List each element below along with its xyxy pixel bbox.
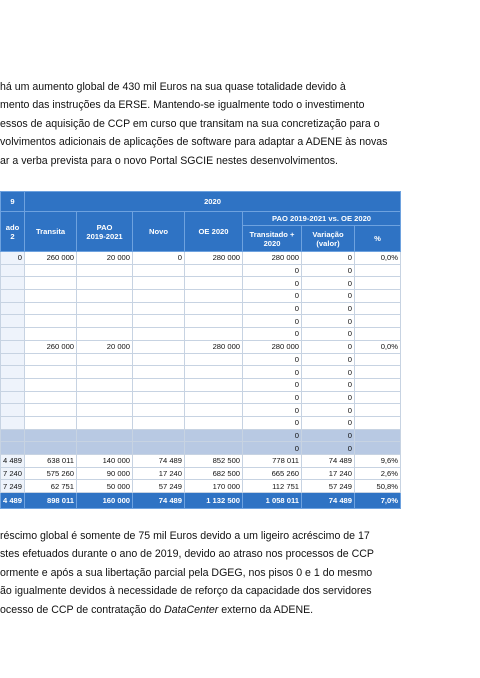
table-cell xyxy=(25,277,77,290)
table-cell xyxy=(1,404,25,417)
table-cell xyxy=(355,328,401,341)
paragraph-line: ão igualmente devidos à necessidade de reforço da capacidade dos servidores xyxy=(0,585,372,598)
header-group-2019: 9 xyxy=(1,192,25,212)
table-cell: 50 000 xyxy=(77,480,133,493)
col-header-transita: Transita xyxy=(25,212,77,252)
table-cell: 1 132 500 xyxy=(185,493,243,509)
table-cell: 0 xyxy=(243,302,302,315)
table-row xyxy=(1,416,401,429)
col-header-novo: Novo xyxy=(133,212,185,252)
table-cell xyxy=(1,328,25,341)
table-cell xyxy=(185,366,243,379)
table-cell: 0 xyxy=(243,366,302,379)
table-cell xyxy=(77,302,133,315)
table-row xyxy=(1,378,401,391)
table-cell: 20 000 xyxy=(77,340,133,353)
table-cell: 280 000 xyxy=(243,252,302,265)
table-cell xyxy=(133,328,185,341)
table-cell: 260 000 xyxy=(25,340,77,353)
table-cell: 638 011 xyxy=(25,455,77,468)
table-cell xyxy=(25,302,77,315)
table-cell: 0 xyxy=(302,404,355,417)
table-cell xyxy=(185,315,243,328)
col-header-variacao: Variação (valor) xyxy=(302,226,355,252)
table-row xyxy=(1,455,401,468)
table-cell xyxy=(185,429,243,442)
table-cell: 0 xyxy=(302,302,355,315)
table-cell xyxy=(77,442,133,455)
table-cell xyxy=(1,277,25,290)
table-cell xyxy=(133,353,185,366)
table-row xyxy=(1,277,401,290)
table-cell xyxy=(185,328,243,341)
table-cell: 0 xyxy=(243,353,302,366)
table-cell xyxy=(1,353,25,366)
total-row xyxy=(1,493,401,509)
paragraph-line: ocesso de CCP de contratação do DataCenter externo da ADENE. xyxy=(0,603,314,616)
table-cell: 0,0% xyxy=(355,340,401,353)
table-cell xyxy=(1,264,25,277)
table-cell: 90 000 xyxy=(77,467,133,480)
table-cell: 74 489 xyxy=(302,455,355,468)
table-cell xyxy=(77,290,133,303)
table-cell xyxy=(25,442,77,455)
section-row xyxy=(1,442,401,455)
table-cell xyxy=(355,404,401,417)
table-cell: 0 xyxy=(302,315,355,328)
table-cell: 0 xyxy=(243,277,302,290)
table-row xyxy=(1,302,401,315)
table-cell xyxy=(77,328,133,341)
table-row xyxy=(1,315,401,328)
table-cell xyxy=(25,290,77,303)
table-cell xyxy=(355,378,401,391)
col-header-executado: ado 2 xyxy=(1,212,25,252)
table-cell: 0 xyxy=(243,442,302,455)
table-cell xyxy=(77,315,133,328)
paragraph-line: há um aumento global de 430 mil Euros na sua quase totalidade devido à xyxy=(0,81,346,93)
paragraph-line: ar a verba prevista para o novo Portal SGCIE nestes desenvolvimentos. xyxy=(0,154,338,167)
table-cell: 0 xyxy=(243,315,302,328)
paragraph-bottom xyxy=(0,527,480,619)
table-cell xyxy=(77,416,133,429)
table-cell xyxy=(133,416,185,429)
table-row xyxy=(1,252,401,265)
col-header-transitado: Transitado + 2020 xyxy=(243,226,302,252)
table-cell: 0 xyxy=(133,252,185,265)
table-cell: 4 489 xyxy=(1,455,25,468)
table-cell: 1 058 011 xyxy=(243,493,302,509)
table-cell xyxy=(185,264,243,277)
table-cell: 682 500 xyxy=(185,467,243,480)
table-cell xyxy=(25,315,77,328)
table-cell xyxy=(77,391,133,404)
table-cell xyxy=(77,404,133,417)
budget-table xyxy=(0,191,401,509)
table-cell: 17 240 xyxy=(133,467,185,480)
table-cell xyxy=(77,277,133,290)
table-cell xyxy=(355,302,401,315)
table-cell: 0 xyxy=(302,328,355,341)
table-cell: 0 xyxy=(243,416,302,429)
table-cell: 0 xyxy=(302,353,355,366)
table-cell: 160 000 xyxy=(77,493,133,509)
col-header-pct: % xyxy=(355,226,401,252)
table-cell: 575 260 xyxy=(25,467,77,480)
table-cell xyxy=(1,378,25,391)
table-cell: 170 000 xyxy=(185,480,243,493)
table-cell: 0 xyxy=(1,252,25,265)
table-cell: 0 xyxy=(243,391,302,404)
table-cell: 0 xyxy=(243,429,302,442)
table-cell xyxy=(133,404,185,417)
table-row xyxy=(1,404,401,417)
table-cell: 0 xyxy=(243,404,302,417)
table-cell xyxy=(355,353,401,366)
table-cell xyxy=(1,302,25,315)
table-cell: 778 011 xyxy=(243,455,302,468)
table-cell xyxy=(133,391,185,404)
table-cell xyxy=(185,404,243,417)
table-cell: 0 xyxy=(302,391,355,404)
table-cell xyxy=(1,416,25,429)
table-cell: 62 751 xyxy=(25,480,77,493)
paragraph-line: volvimentos adicionais de aplicações de software para adaptar a ADENE às novas xyxy=(0,136,388,149)
table-cell xyxy=(25,429,77,442)
table-cell xyxy=(77,353,133,366)
table-cell: 852 500 xyxy=(185,455,243,468)
table-cell xyxy=(185,277,243,290)
table-cell: 50,8% xyxy=(355,480,401,493)
table-cell xyxy=(185,391,243,404)
table-cell: 7 249 xyxy=(1,480,25,493)
table-cell xyxy=(133,442,185,455)
table-cell xyxy=(25,264,77,277)
table-cell: 0 xyxy=(243,378,302,391)
header-pao-vs-oe: PAO 2019-2021 vs. OE 2020 xyxy=(243,212,401,226)
table-cell xyxy=(25,404,77,417)
table-cell xyxy=(133,277,185,290)
table-cell: 0 xyxy=(302,264,355,277)
table-cell xyxy=(25,378,77,391)
table-cell xyxy=(77,378,133,391)
table-cell: 74 489 xyxy=(302,493,355,509)
paragraph-line: essos de aquisição de CCP em curso que transitam na sua concretização para o xyxy=(0,117,380,130)
table-cell: 280 000 xyxy=(185,340,243,353)
table-row xyxy=(1,290,401,303)
table-cell: 0,0% xyxy=(355,252,401,265)
table-cell: 2,6% xyxy=(355,467,401,480)
table-cell: 0 xyxy=(302,290,355,303)
table-cell xyxy=(133,378,185,391)
table-cell: 7 240 xyxy=(1,467,25,480)
table-cell xyxy=(77,366,133,379)
paragraph-line: ormente e após a sua libertação parcial pela DGEG, nos pisos 0 e 1 do mesmo xyxy=(0,566,373,579)
table-cell xyxy=(185,416,243,429)
table-cell: 7,0% xyxy=(355,493,401,509)
table-cell: 0 xyxy=(243,328,302,341)
table-cell: 57 249 xyxy=(133,480,185,493)
table-cell: 260 000 xyxy=(25,252,77,265)
table-cell: 74 489 xyxy=(133,455,185,468)
table-cell xyxy=(25,416,77,429)
table-cell: 17 240 xyxy=(302,467,355,480)
table-cell xyxy=(355,366,401,379)
table-cell xyxy=(355,315,401,328)
col-header-oe2020: OE 2020 xyxy=(185,212,243,252)
table-cell: 0 xyxy=(302,378,355,391)
table-cell xyxy=(1,391,25,404)
table-cell: 898 011 xyxy=(25,493,77,509)
table-row xyxy=(1,328,401,341)
table-cell xyxy=(185,302,243,315)
table-cell xyxy=(1,366,25,379)
table-cell xyxy=(133,264,185,277)
paragraph-line: réscimo global é somente de 75 mil Euros devido a um ligeiro acréscimo de 17 xyxy=(0,530,370,542)
table-cell: 0 xyxy=(243,264,302,277)
paragraph-line: mento das instruções da ERSE. Mantendo-se igualmente todo o investimento xyxy=(0,99,365,112)
table-row xyxy=(1,340,401,353)
table-cell: 0 xyxy=(302,442,355,455)
table-cell: 280 000 xyxy=(243,340,302,353)
table-cell: 112 751 xyxy=(243,480,302,493)
table-cell xyxy=(185,353,243,366)
table-cell xyxy=(1,340,25,353)
table-cell: 74 489 xyxy=(133,493,185,509)
table-cell: 0 xyxy=(302,416,355,429)
table-row xyxy=(1,353,401,366)
table-cell xyxy=(77,264,133,277)
table-cell: 0 xyxy=(302,429,355,442)
table-cell: 140 000 xyxy=(77,455,133,468)
table-cell xyxy=(133,302,185,315)
header-group-2020: 2020 xyxy=(25,192,401,212)
table-cell: 0 xyxy=(302,340,355,353)
table-cell: 4 489 xyxy=(1,493,25,509)
table-cell xyxy=(1,442,25,455)
table-cell: 0 xyxy=(302,252,355,265)
table-cell xyxy=(355,442,401,455)
table-cell xyxy=(25,353,77,366)
table-cell xyxy=(77,429,133,442)
table-row xyxy=(1,264,401,277)
table-row xyxy=(1,480,401,493)
table-cell xyxy=(355,429,401,442)
table-cell xyxy=(185,442,243,455)
table-cell xyxy=(133,366,185,379)
table-cell xyxy=(133,315,185,328)
table-cell xyxy=(355,391,401,404)
table-cell xyxy=(1,315,25,328)
table-cell: 9,6% xyxy=(355,455,401,468)
table-cell xyxy=(355,264,401,277)
table-cell xyxy=(355,277,401,290)
section-row xyxy=(1,429,401,442)
table-cell xyxy=(355,290,401,303)
table-row xyxy=(1,467,401,480)
table-cell xyxy=(1,429,25,442)
table-cell xyxy=(185,378,243,391)
table-cell xyxy=(25,391,77,404)
table-cell: 0 xyxy=(302,277,355,290)
table-cell: 665 260 xyxy=(243,467,302,480)
table-cell: 280 000 xyxy=(185,252,243,265)
table-cell xyxy=(1,290,25,303)
table-cell xyxy=(133,290,185,303)
table-cell xyxy=(185,290,243,303)
table-cell: 20 000 xyxy=(77,252,133,265)
table-cell: 57 249 xyxy=(302,480,355,493)
table-cell xyxy=(355,416,401,429)
table-cell xyxy=(133,429,185,442)
table-row xyxy=(1,391,401,404)
table-cell: 0 xyxy=(243,290,302,303)
table-cell xyxy=(133,340,185,353)
table-row xyxy=(1,366,401,379)
paragraph-line: stes efetuados durante o ano de 2019, devido ao atraso nos processos de CCP xyxy=(0,548,374,561)
table-cell xyxy=(25,328,77,341)
table-cell xyxy=(25,366,77,379)
table-cell: 0 xyxy=(302,366,355,379)
paragraph-top xyxy=(0,78,480,170)
col-header-pao: PAO 2019-2021 xyxy=(77,212,133,252)
